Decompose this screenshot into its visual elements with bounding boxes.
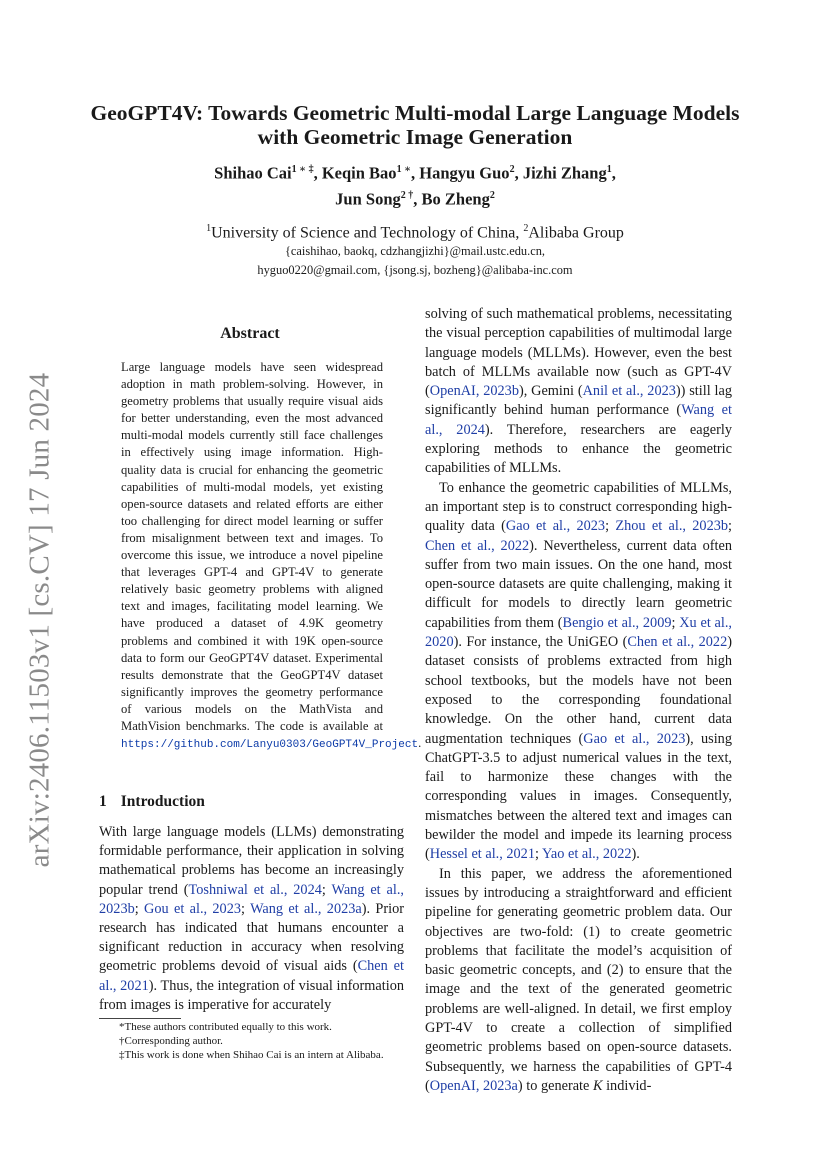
- cite-sep: ;: [605, 518, 616, 535]
- right-column: [425, 305, 732, 1096]
- affil-ustc: University of Science and Technology of China,: [211, 224, 524, 242]
- cite-sep: ;: [321, 881, 332, 898]
- author-name: Hangyu Guo: [419, 163, 510, 183]
- citation-link[interactable]: Anil et al., 2023: [582, 383, 676, 400]
- citation-link[interactable]: Yao et al., 2022: [542, 846, 632, 863]
- author-separator: ,: [611, 163, 616, 183]
- intro-paragraph: [99, 823, 404, 1015]
- arxiv-sidebar: [20, 360, 60, 880]
- arxiv-identifier: arXiv:2406.11503v1 [cs.CV] 17 Jun 2024: [23, 372, 56, 868]
- author-emails: [100, 242, 730, 280]
- citation-link[interactable]: Wang et al., 2024: [425, 402, 732, 438]
- title-line-2: with Geometric Image Generation: [257, 125, 573, 149]
- right-paragraph: [425, 479, 732, 865]
- section-number: 1: [99, 793, 107, 810]
- citation-link[interactable]: Hessel et al., 2021: [429, 846, 535, 863]
- author-line-1: [100, 159, 730, 185]
- citation-link[interactable]: Gao et al., 2023: [583, 730, 686, 747]
- abstract-end: .: [418, 736, 422, 751]
- intro-text: With large language models (LLMs) demonstrating formidable performance, their application in solving mathematical problems has become an increasingly popular trend (: [99, 824, 404, 898]
- cite-sep: ;: [671, 614, 680, 631]
- citation-link[interactable]: Wang et al., 2023a: [250, 900, 362, 917]
- citation-link[interactable]: OpenAI, 2023a: [429, 1077, 518, 1094]
- math-variable-k: K: [592, 1077, 603, 1094]
- author-list: [100, 159, 730, 210]
- author-name: Jun Song: [335, 189, 401, 208]
- citation-link[interactable]: Gou et al., 2023: [144, 900, 242, 917]
- author-name: Bo Zheng: [421, 189, 490, 208]
- title-line-1: GeoGPT4V: Towards Geometric Multi-modal Large Language Models: [90, 101, 740, 125]
- body-text: ), using ChatGPT-3.5 to adjust numerical values in the text, fail to harmonize these changes with the corresponding values in images. Consequently, mismatches between the altered text and images can bewilder the model and impede its learning process (: [425, 730, 732, 863]
- body-text: ), Gemini (: [518, 383, 583, 400]
- paper-title: [90, 101, 740, 149]
- section-heading-introduction: [99, 793, 205, 811]
- abstract-text: Large language models have seen widespread adoption in math problem-solving. However, in geometry problems that usually require visual aids for better understanding, even the most advanced multi-modal models currently still face challenges in effectively using image information. High-quality data is crucial for enhancing the geometric capabilities of multi-modal models, yet existing open-source datasets and related efforts are either too challenging for direct model learning or suffer from misalignment between text and images. To overcome this issue, we introduce a novel pipeline that leverages GPT-4 and GPT-4V to generate relatively basic geometry problems with aligned text and images, facilitating model learning. We have produced a dataset of 4.9K geometry problems and combined it with 19K open-source data to form our GeoGPT4V dataset. Experimental results demonstrate that the GeoGPT4V dataset significantly improves the geometry performance of various models on the MathVista and MathVision benchmarks. The code is available at: [121, 360, 383, 733]
- body-text: individ-: [602, 1077, 652, 1094]
- body-text: ) to generate: [517, 1077, 593, 1094]
- author-marks: 2: [489, 189, 495, 201]
- footnote-rule: [99, 1018, 181, 1019]
- author-line-2: [100, 185, 730, 211]
- author-separator: ,: [413, 189, 422, 208]
- footnote-internship: ‡This work is done when Shihao Cai is an intern at Alibaba.: [119, 1048, 384, 1061]
- affil-mark: 1: [206, 223, 212, 234]
- abstract-body: [121, 359, 422, 754]
- intro-text: ). Prior research has indicated that humans encounter a significant reduction in accuracy when resolving geometric problems devoid of visual aids (: [99, 900, 404, 975]
- citation-link[interactable]: Chen et al., 2022: [425, 537, 530, 554]
- affil-mark: 2: [523, 223, 529, 234]
- author-marks: 2 †: [400, 189, 414, 201]
- citation-link[interactable]: Zhou et al., 2023b: [615, 518, 729, 535]
- email-line-2: hyguo0220@gmail.com, {jsong.sj, bozheng}@alibaba-inc.com: [257, 263, 573, 277]
- cite-sep: ;: [728, 518, 733, 535]
- author-separator: ,: [514, 163, 523, 183]
- body-text: )) still lag significantly behind human performance (: [425, 383, 732, 419]
- email-line-1: {caishihao, baokq, cdzhangjizhi}@mail.ustc.edu.cn,: [284, 244, 546, 258]
- citation-link[interactable]: OpenAI, 2023b: [429, 383, 519, 400]
- citation-link[interactable]: Chen et al., 2022: [627, 634, 728, 651]
- author-name: Jizhi Zhang: [522, 163, 607, 183]
- author-name: Keqin Bao: [321, 163, 397, 183]
- code-link[interactable]: https://github.com/Lanyu0303/GeoGPT4V_Project: [121, 739, 419, 752]
- body-text: In this paper, we address the aforementioned issues by introducing a straightforward and efficient pipeline for generating geometric problem data. Our objectives are two-fold: (1) to create geometric problems that facilitate the model’s acquisition of basic geometric concepts, and (2) to ensure that the image and the text of the generated geometric problems are well-aligned. In detail, we first employ GPT-4V to create a collection of simplified geometric problems based on open-source datasets. Subsequently, we harness the capabilities of GPT-4 (: [425, 865, 732, 1094]
- citation-link[interactable]: Gao et al., 2023: [505, 518, 606, 535]
- author-marks: 1: [606, 164, 612, 175]
- author-marks: 1 ∗ ‡: [291, 164, 314, 175]
- footnote-equal-contribution: *These authors contributed equally to this work.: [119, 1021, 332, 1033]
- intro-text: ). Thus, the integration of visual information from images is imperative for accurately: [99, 977, 405, 1013]
- author-marks: 1 ∗: [396, 164, 411, 175]
- section-title: Introduction: [120, 793, 205, 810]
- affiliations: [100, 219, 730, 243]
- body-text: ). Therefore, researchers are eagerly exploring methods to enhance the geometric capabilities of MLLMs.: [425, 421, 732, 477]
- footnote-corresponding: †Corresponding author.: [119, 1034, 223, 1047]
- body-text: ). Nevertheless, current data often suffer from two main issues. On the one hand, most open-source datasets are quite challenging, making it difficult for models to directly learn geometric capabilities from them (: [425, 537, 732, 631]
- body-text: ). For instance, the UniGEO (: [453, 634, 628, 651]
- citation-link[interactable]: Toshniwal et al., 2024: [188, 881, 322, 898]
- author-name: Shihao Cai: [214, 163, 292, 183]
- author-separator: ,: [313, 163, 322, 183]
- affil-alibaba: Alibaba Group: [528, 224, 624, 242]
- citation-link[interactable]: Xu et al., 2020: [425, 614, 733, 651]
- citation-link[interactable]: Bengio et al., 2009: [562, 614, 672, 631]
- footnotes: [99, 1021, 404, 1062]
- citation-link[interactable]: Wang et al., 2023b: [99, 881, 404, 917]
- cite-sep: ;: [241, 900, 251, 917]
- body-text: ).: [631, 846, 640, 863]
- cite-sep: ;: [134, 900, 145, 917]
- citation-link[interactable]: Chen et al., 2021: [99, 958, 404, 994]
- abstract-heading: Abstract: [220, 325, 280, 342]
- right-paragraph: [425, 305, 732, 479]
- body-text: To enhance the geometric capabilities of MLLMs, an important step is to construct corresponding high-quality data (: [425, 479, 732, 535]
- right-paragraph: [425, 865, 732, 1097]
- author-separator: ,: [410, 163, 420, 183]
- cite-sep: ;: [534, 846, 543, 863]
- body-text: solving of such mathematical problems, necessitating the visual perception capabilities of multimodal large language models (MLLMs). However, even the best batch of MLLMs available now (such as GPT-4V (: [425, 306, 732, 400]
- author-marks: 2: [509, 164, 515, 175]
- body-text: ) dataset consists of problems extracted from high school textbooks, but the models have not been exposed to the corresponding foundational knowledge. On the other hand, current data augmentation techniques (: [425, 634, 732, 747]
